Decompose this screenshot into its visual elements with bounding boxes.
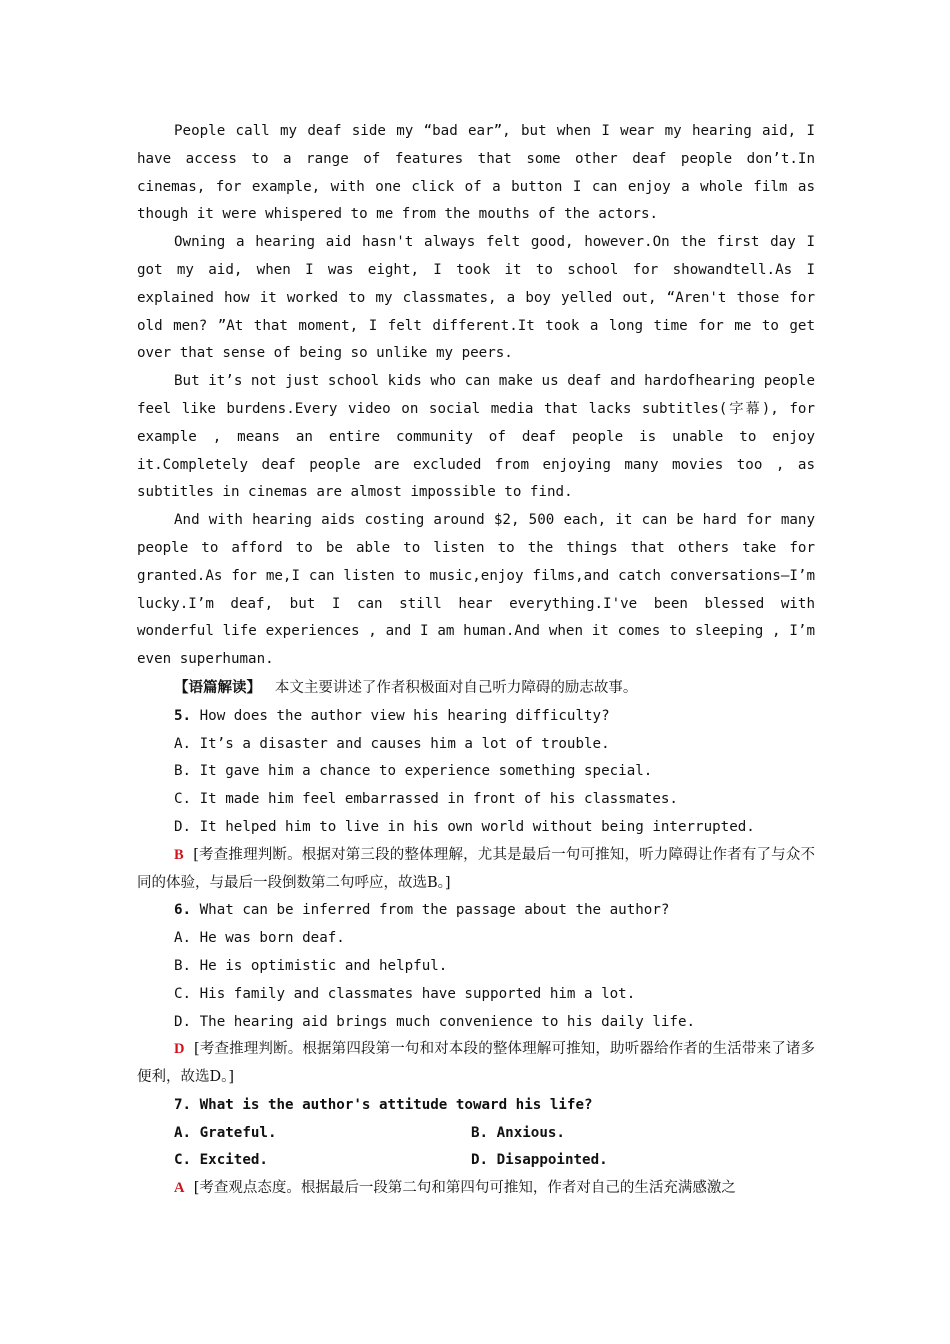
question-7-text: What is the author's attitude toward his life? (199, 1096, 593, 1113)
passage-paragraph-4: And with hearing aids costing around $2, 500 each, it can be hard for many people to afford to be able to listen to the things that others take for granted.As for me,I can listen to music,enjoy films,and catch conversations—I’m lucky.I’m deaf, but I can still hear everything.I've been blessed with wonderful life experiences , and I am human.And when it comes to sleeping , I’m even superhuman. (137, 512, 815, 668)
question-7-option-b: B. Anxious. (471, 1124, 565, 1141)
question-6-explanation-text: [考查推理判断。根据第四段第一句和对本段的整体理解可推知，助听器给作者的生活带来了诸多便利，故选D。] (137, 1041, 816, 1086)
question-5-option-b: B. It gave him a chance to experience something special. (174, 763, 653, 780)
document-page (137, 118, 815, 1203)
question-7-option-d: D. Disappointed. (471, 1152, 608, 1169)
question-6-option-b: B. He is optimistic and helpful. (174, 957, 448, 974)
question-7-answer: A (174, 1180, 185, 1197)
question-7-options-row-1 (137, 1120, 815, 1148)
summary-label: 【语篇解读】 (174, 678, 261, 696)
question-5-option-d: D. It helped him to live in his own world without being interrupted. (174, 818, 755, 835)
passage-paragraph-3: But it’s not just school kids who can make us deaf and hardofhearing people feel like burdens.Every video on social media that lacks subtitles(字幕), for example , means an entire community of deaf people is unable to enjoy it.Completely deaf people are excluded from enjoying many movies too , as subtitles in cinemas are almost impossible to find. (137, 373, 815, 501)
question-5-number: 5. (174, 707, 192, 724)
question-6-answer: D (174, 1041, 185, 1058)
question-5-stem (137, 703, 815, 731)
question-7-option-a: A. Grateful. (174, 1124, 277, 1141)
question-7-number: 7. (174, 1096, 192, 1113)
question-5-option-a: A. It’s a disaster and causes him a lot of trouble. (174, 735, 610, 752)
question-6-text: What can be inferred from the passage about the author? (199, 902, 670, 919)
question-6-number: 6. (174, 902, 192, 919)
question-5-explanation (137, 842, 815, 898)
question-6-stem (137, 897, 815, 925)
question-5-text: How does the author view his hearing difficulty? (199, 707, 610, 724)
summary-text: 本文主要讲述了作者积极面对自己听力障碍的励志故事。 (274, 679, 638, 696)
question-7-explanation-text: [考查观点态度。根据最后一段第二句和第四句可推知，作者对自己的生活充满感激之 (193, 1180, 736, 1197)
question-5-answer: B (174, 846, 184, 863)
question-7-stem (137, 1092, 815, 1120)
question-7-option-c: C. Excited. (174, 1152, 268, 1169)
passage-summary (137, 674, 815, 703)
question-7-explanation (137, 1175, 815, 1203)
question-7-options-row-2 (137, 1147, 815, 1175)
question-6-option-a: A. He was born deaf. (174, 930, 345, 947)
passage-paragraph-1: People call my deaf side my “bad ear”, but when I wear my hearing aid, I have access to a range of features that some other deaf people don’t.In cinemas, for example, with one click of a button I can enjoy a whole film as though it were whispered to me from the mouths of the actors. (137, 123, 815, 223)
question-6-option-d: D. The hearing aid brings much convenience to his daily life. (174, 1013, 696, 1030)
question-6-explanation (137, 1036, 815, 1092)
question-6-option-c: C. His family and classmates have supported him a lot. (174, 985, 636, 1002)
question-5-option-c: C. It made him feel embarrassed in front of his classmates. (174, 791, 678, 808)
passage-paragraph-2: Owning a hearing aid hasn't always felt good, however.On the first day I got my aid, when I was eight, I took it to school for showandtell.As I explained how it worked to my classmates, a boy yelled out, “Aren't those for old men? ”At that moment, I felt different.It took a long time for me to get over that sense of being so unlike my peers. (137, 234, 815, 362)
question-5-explanation-text: [考查推理判断。根据对第三段的整体理解，尤其是最后一句可推知，听力障碍让作者有了与众不同的体验，与最后一段倒数第二句呼应，故选B。] (137, 846, 816, 891)
